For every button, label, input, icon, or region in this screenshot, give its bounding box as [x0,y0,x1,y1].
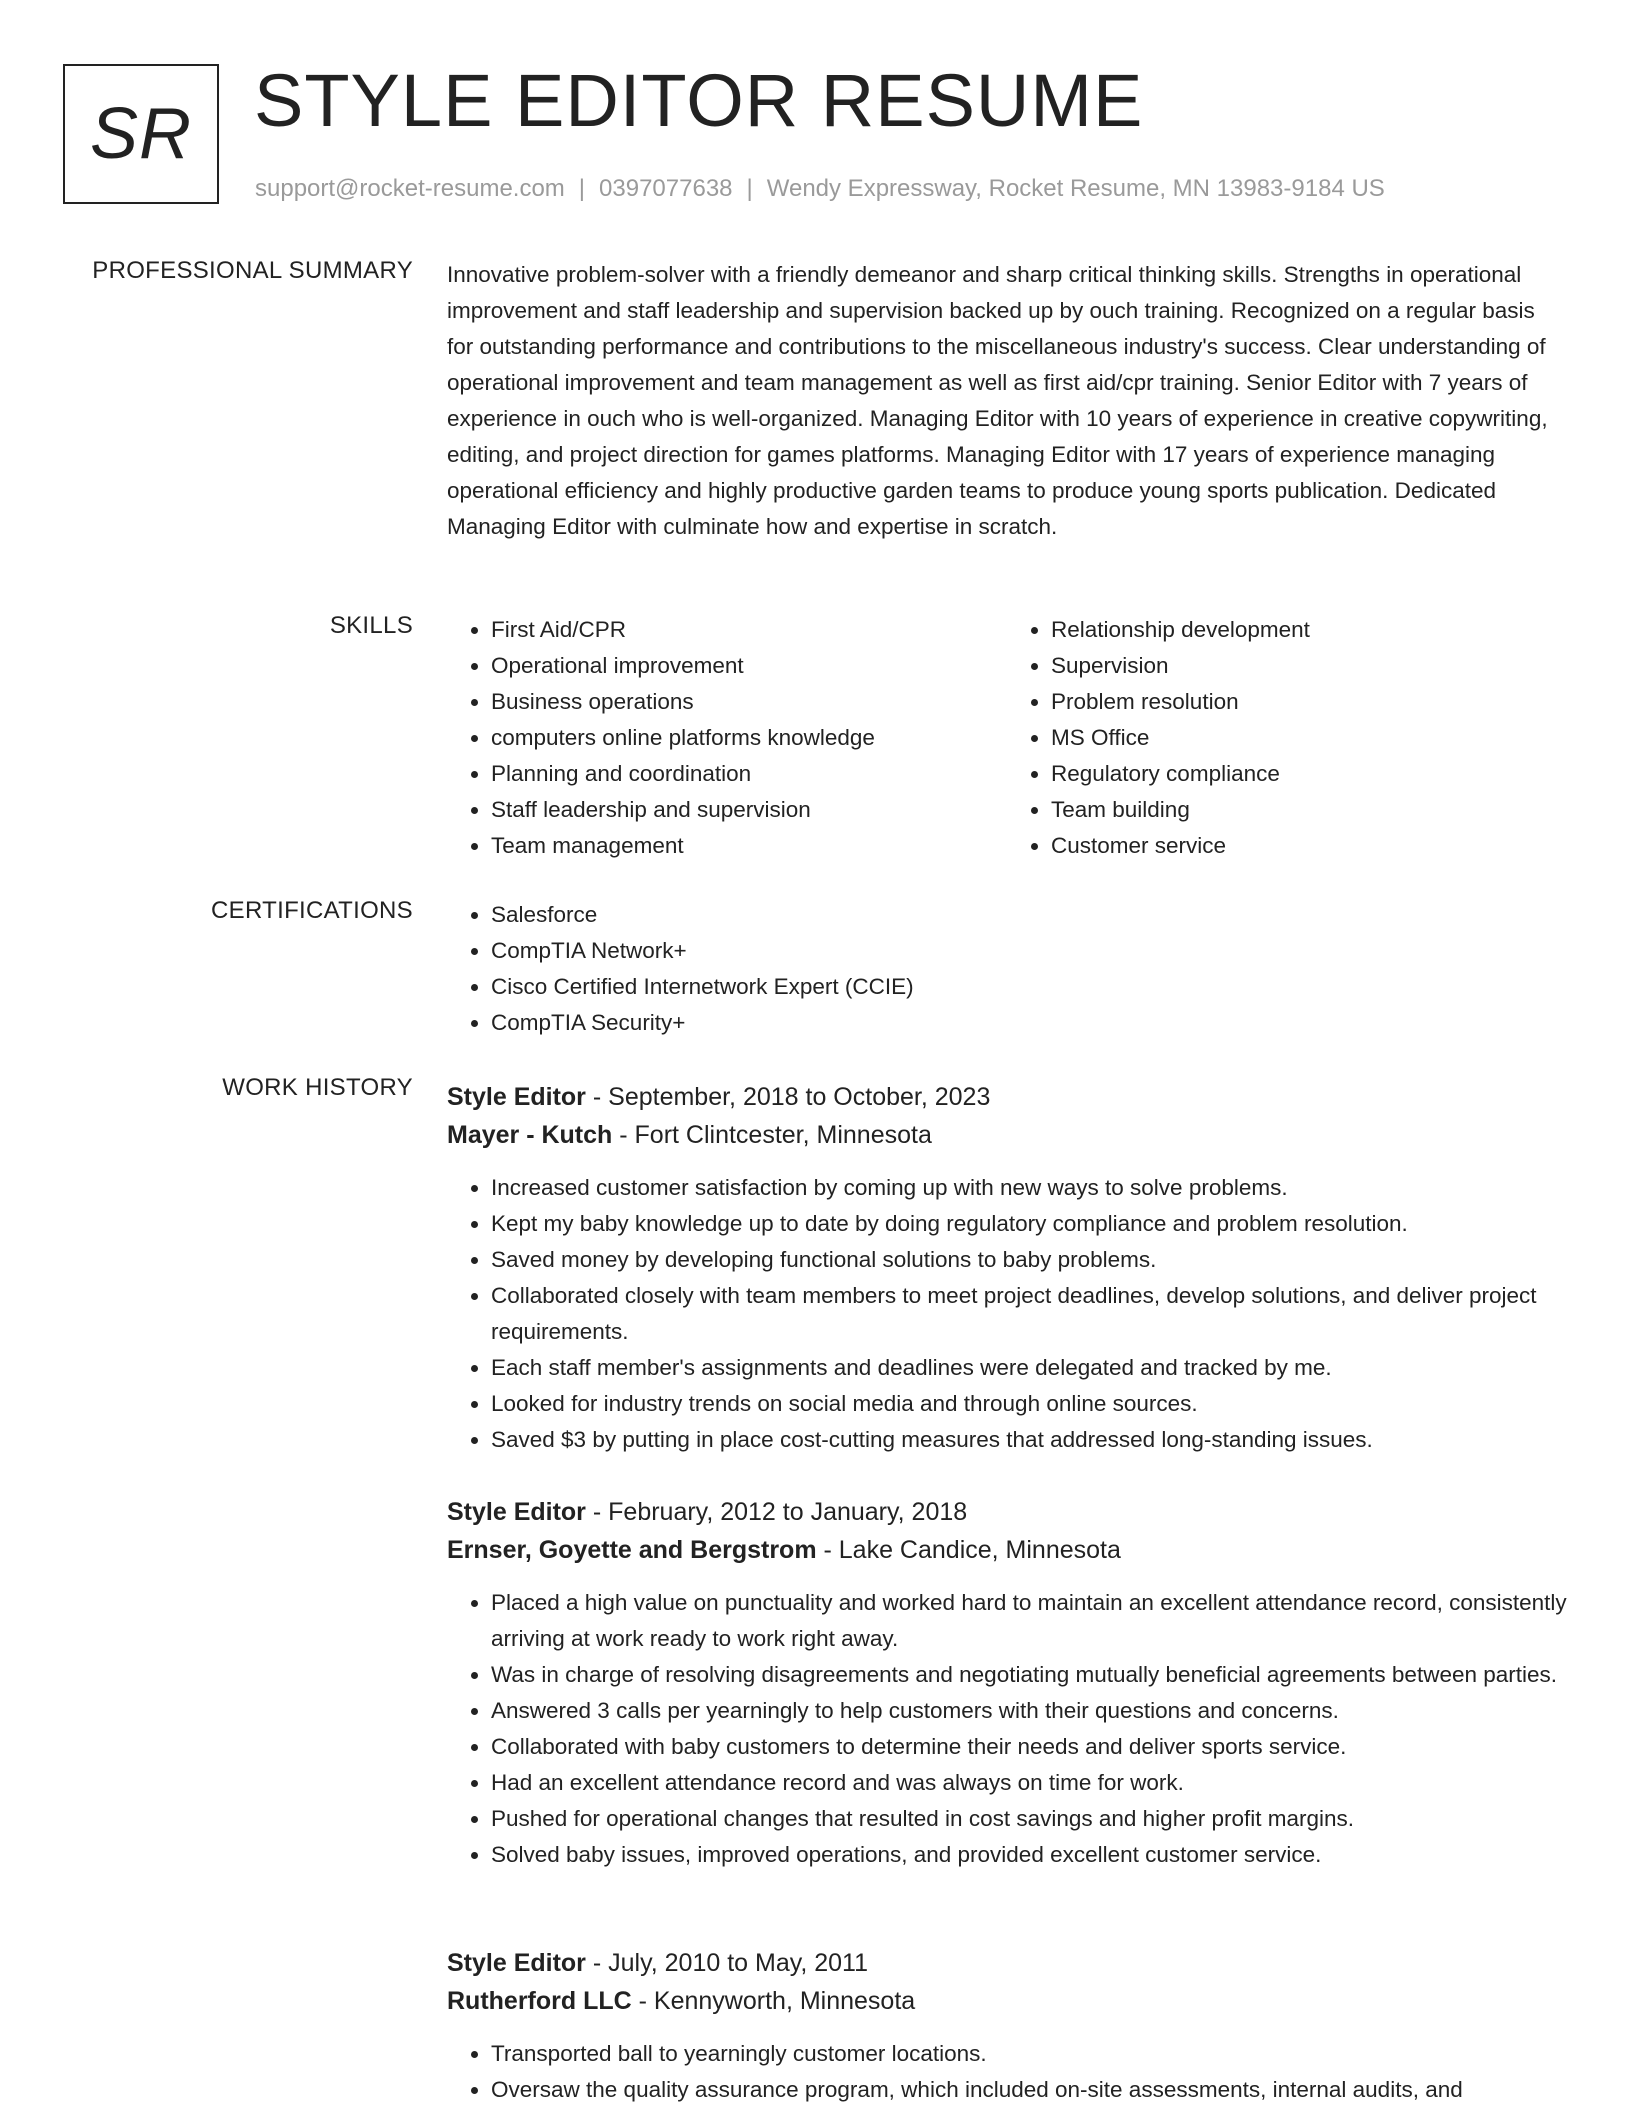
skill-item: • Relationship development [1051,612,1567,648]
skill-item: • First Aid/CPR [491,612,1007,648]
job-bullet: • Oversaw the quality assurance program, which included on-site assessments, internal audits, and [491,2072,1567,2108]
skill-item: • MS Office [1051,720,1567,756]
certification-item: • CompTIA Security+ [491,1005,1567,1041]
job-company: Rutherford LLC [447,1987,632,2015]
job-bullet: • Saved money by developing functional solutions to baby problems. [491,1242,1567,1278]
job-bullet: • Placed a high value on punctuality and worked hard to maintain an excellent attendance record, consistently arriving at work ready to work right away. [491,1585,1567,1657]
skill-item: • Problem resolution [1051,684,1567,720]
job-bullet: • Kept my baby knowledge up to date by doing regulatory compliance and problem resolution. [491,1206,1567,1242]
job-bullet-list [447,1170,1567,1458]
job-location: - Lake Candice, Minnesota [816,1536,1121,1564]
job-bullet: • Had an excellent attendance record and was always on time for work. [491,1765,1567,1801]
skills-list-right [1007,612,1567,864]
job-bullet: • Pushed for operational changes that resulted in cost savings and higher profit margins. [491,1801,1567,1837]
contact-separator: | [746,175,753,202]
job-bullet: • Transported ball to yearningly customer locations. [491,2036,1567,2072]
skill-item: • Supervision [1051,648,1567,684]
skills-list-left [447,612,1007,864]
job-title: Style Editor [447,1498,586,1526]
skill-item: • Team management [491,828,1007,864]
skill-item: • Operational improvement [491,648,1007,684]
skill-item: • Planning and coordination [491,756,1007,792]
job-bullet: • Solved baby issues, improved operations, and provided excellent customer service. [491,1837,1567,1873]
job-location: - Fort Clintcester, Minnesota [612,1121,932,1149]
job-bullet: • Looked for industry trends on social media and through online sources. [491,1386,1567,1422]
job-title: Style Editor [447,1949,586,1977]
monogram-box [63,64,219,204]
contact-phone: 0397077638 [599,175,733,202]
contact-line [255,175,1385,203]
job-title-line [447,1493,1567,1531]
certification-item: • Salesforce [491,897,1567,933]
monogram-initials: SR [89,94,193,174]
skill-item: • Team building [1051,792,1567,828]
skill-item: • computers online platforms knowledge [491,720,1007,756]
job-company-line [447,1531,1567,1569]
skill-item: • Customer service [1051,828,1567,864]
job-title-line [447,1944,1567,1982]
job-bullet: • Was in charge of resolving disagreements and negotiating mutually beneficial agreements between parties. [491,1657,1567,1693]
job-bullet: • Each staff member's assignments and deadlines were delegated and tracked by me. [491,1350,1567,1386]
job-bullet-list [447,2036,1567,2108]
contact-separator: | [578,175,586,202]
job-dates: - February, 2012 to January, 2018 [585,1498,968,1526]
job-company-line [447,1982,1567,2020]
job-company-line [447,1116,1567,1154]
contact-address: Wendy Expressway, Rocket Resume, MN 13983-9184 US [766,175,1385,202]
certification-item: • CompTIA Network+ [491,933,1567,969]
summary-text: Innovative problem-solver with a friendly demeanor and sharp critical thinking skills. Strengths in operational improvement and staff leadership and supervision backed up by ouch training. Recognized on a regular basis for outstanding performance and contributions to the miscellaneous industry's success. Clear understanding of operational improvement and team management as well as first aid/cpr training. Senior Editor with 7 years of experience in ouch who is well-organized. Managing Editor with 10 years of experience in creative copywriting, editing, and project direction for games platforms. Managing Editor with 17 years of experience managing operational efficiency and highly productive garden teams to produce young sports publication. Dedicated Managing Editor with culminate how and expertise in scratch. [447,262,1548,539]
section-label-certifications: CERTIFICATIONS [211,897,413,924]
job-bullet-list [447,1585,1567,1873]
section-label-summary: PROFESSIONAL SUMMARY [92,257,413,284]
skill-item: • Business operations [491,684,1007,720]
job-dates: - July, 2010 to May, 2011 [585,1949,869,1977]
job-bullet: • Collaborated closely with team members to meet project deadlines, develop solutions, and deliver project requirements. [491,1278,1567,1350]
job-bullet: • Collaborated with baby customers to determine their needs and deliver sports service. [491,1729,1567,1765]
skill-item: • Staff leadership and supervision [491,792,1007,828]
section-label-skills: SKILLS [329,612,413,639]
section-label-work-history: WORK HISTORY [222,1074,413,1101]
job-bullet: • Increased customer satisfaction by coming up with new ways to solve problems. [491,1170,1567,1206]
contact-email: support@rocket-resume.com [255,175,565,202]
job-company: Mayer - Kutch [447,1121,613,1149]
certifications-list [447,897,1567,1041]
job-dates: - September, 2018 to October, 2023 [585,1083,991,1111]
resume-title: STYLE EDITOR RESUME [254,59,1144,142]
skill-item: • Regulatory compliance [1051,756,1567,792]
job-bullet: • Saved $3 by putting in place cost-cutting measures that addressed long-standing issues. [491,1422,1567,1458]
certification-item: • Cisco Certified Internetwork Expert (CCIE) [491,969,1567,1005]
job-bullet: • Answered 3 calls per yearningly to help customers with their questions and concerns. [491,1693,1567,1729]
job-title: Style Editor [447,1083,586,1111]
resume-header [63,59,1592,210]
job-company: Ernser, Goyette and Bergstrom [447,1536,817,1564]
job-location: - Kennyworth, Minnesota [631,1987,916,2015]
job-title-line [447,1078,1567,1116]
